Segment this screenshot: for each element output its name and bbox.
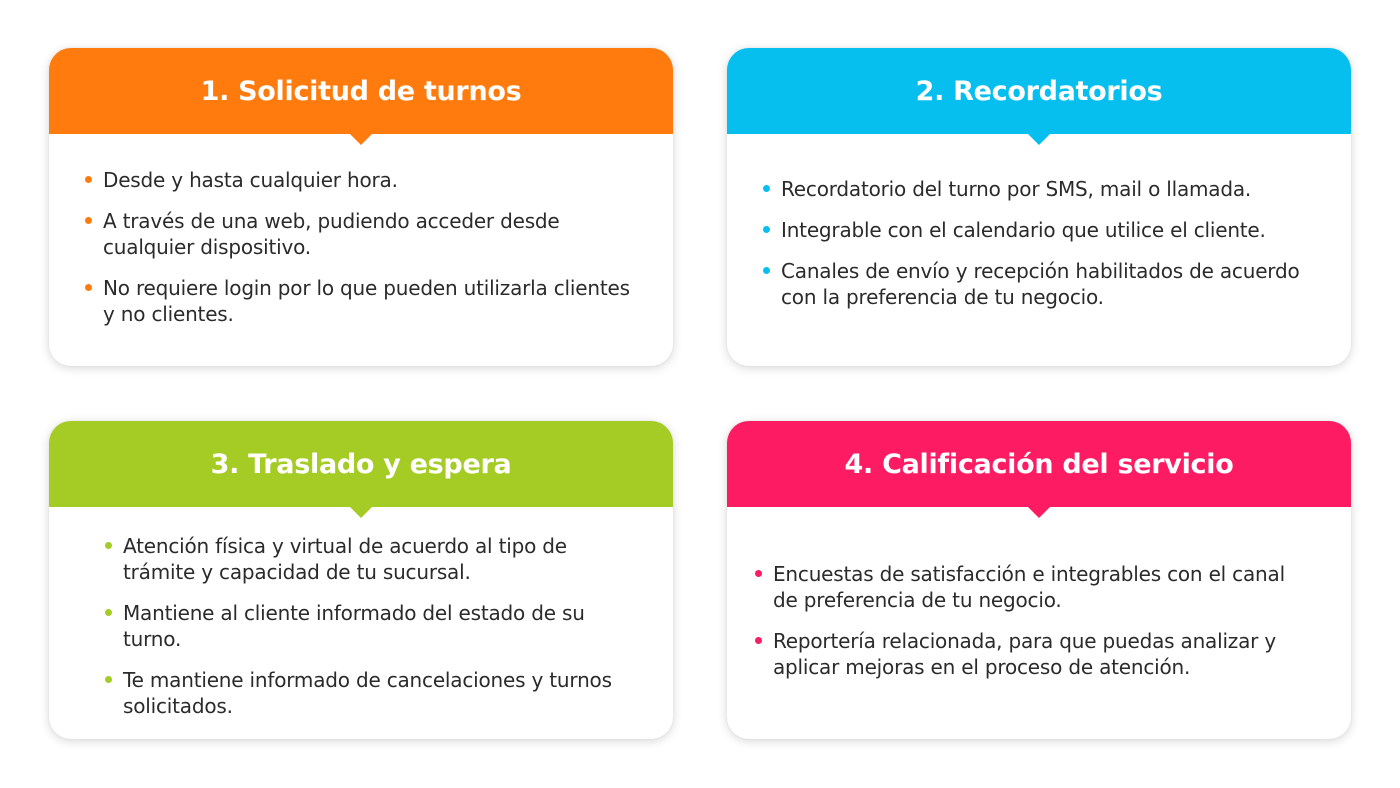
card-title: 1. Solicitud de turnos — [200, 75, 522, 107]
bullet-text: Recordatorio del turno por SMS, mail o llamada. — [781, 177, 1252, 201]
bullet-item — [85, 167, 643, 193]
bullet-dot-icon — [105, 676, 112, 683]
bullet-list — [763, 176, 1321, 310]
card-body — [727, 134, 1351, 366]
bullet-dot-icon — [105, 609, 112, 616]
bullet-dot-icon — [763, 226, 770, 233]
card-body — [727, 507, 1351, 739]
card-calificacion-del-servicio — [727, 421, 1351, 739]
card-header — [727, 48, 1351, 134]
bullet-dot-icon — [755, 570, 762, 577]
bullet-list — [85, 167, 643, 327]
card-header — [49, 48, 673, 134]
card-title: 2. Recordatorios — [915, 75, 1163, 107]
bullet-text: Canales de envío y recepción habilitados de acuerdo con la preferencia de tu negocio. — [781, 259, 1300, 309]
card-solicitud-de-turnos — [49, 48, 673, 366]
bullet-item — [763, 176, 1321, 202]
bullet-text: Desde y hasta cualquier hora. — [103, 168, 398, 192]
bullet-item — [85, 208, 643, 260]
bullet-text: A través de una web, pudiendo acceder desde cualquier dispositivo. — [103, 209, 560, 259]
bullet-item — [85, 275, 643, 327]
bullet-text: Atención física y virtual de acuerdo al tipo de trámite y capacidad de tu sucursal. — [123, 534, 567, 584]
bullet-item — [105, 533, 633, 585]
bullet-item — [763, 258, 1321, 310]
bullet-item — [755, 561, 1311, 613]
bullet-dot-icon — [85, 176, 92, 183]
bullet-text: Mantiene al cliente informado del estado de su turno. — [123, 601, 585, 651]
bullet-dot-icon — [85, 284, 92, 291]
bullet-text: Reportería relacionada, para que puedas analizar y aplicar mejoras en el proceso de atención. — [773, 628, 1276, 679]
bullet-text: Integrable con el calendario que utilice el cliente. — [781, 218, 1266, 242]
bullet-text: No requiere login por lo que pueden utilizarla clientes y no clientes. — [103, 276, 630, 326]
bullet-item — [105, 667, 633, 719]
card-title: 4. Calificación del servicio — [844, 448, 1234, 480]
card-header — [49, 421, 673, 507]
bullet-text: Encuestas de satisfacción e integrables con el canal de preferencia de tu negocio. — [773, 561, 1285, 612]
card-title: 3. Traslado y espera — [210, 448, 512, 480]
card-recordatorios — [727, 48, 1351, 366]
card-traslado-y-espera — [49, 421, 673, 739]
card-header — [727, 421, 1351, 507]
bullet-text: Te mantiene informado de cancelaciones y turnos solicitados. — [123, 668, 612, 718]
card-body — [49, 507, 673, 739]
bullet-dot-icon — [105, 542, 112, 549]
bullet-item — [105, 600, 633, 652]
bullet-item — [763, 217, 1321, 243]
bullet-list — [105, 533, 633, 719]
bullet-dot-icon — [755, 637, 762, 644]
bullet-item — [755, 628, 1311, 680]
card-body — [49, 134, 673, 366]
bullet-dot-icon — [763, 185, 770, 192]
bullet-list — [755, 561, 1311, 680]
bullet-dot-icon — [763, 267, 770, 274]
bullet-dot-icon — [85, 217, 92, 224]
